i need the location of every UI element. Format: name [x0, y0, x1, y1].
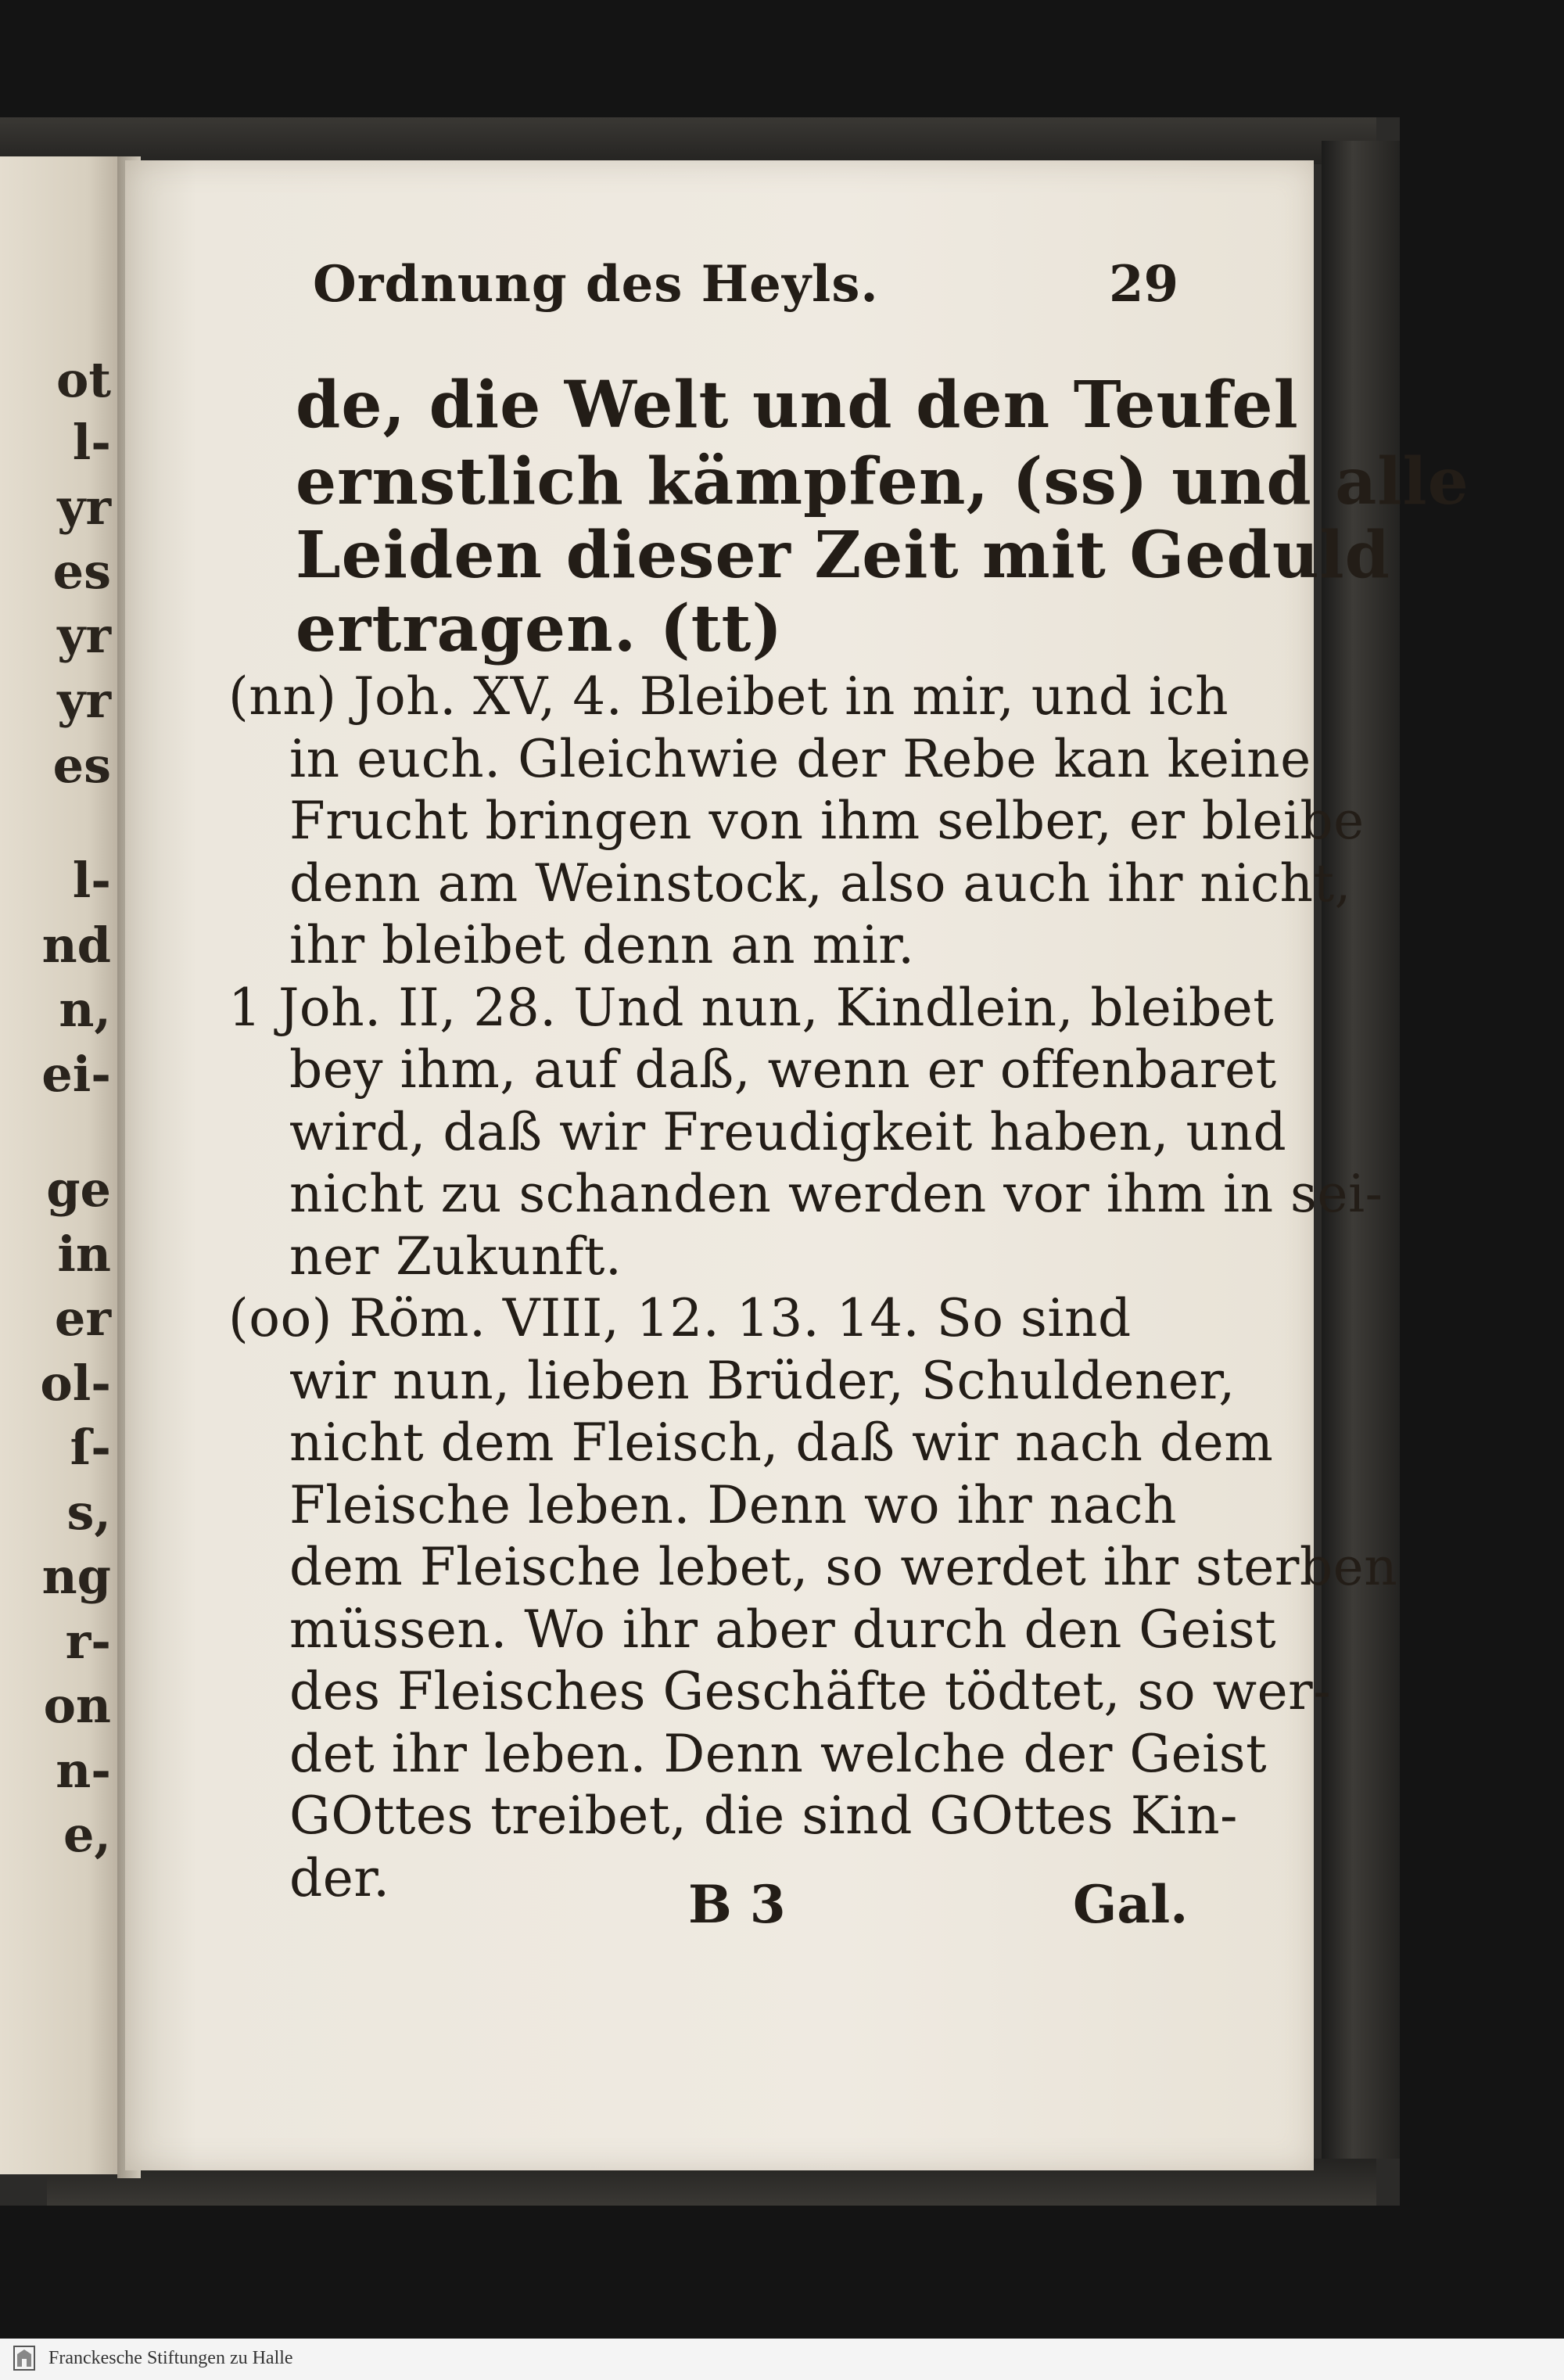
- footnote-line: bey ihm, auf daß, wenn er offenbaret: [289, 1039, 1277, 1100]
- footnote-line: dem Fleische lebet, so werdet ihr sterben: [289, 1537, 1398, 1597]
- facing-page-fragment: yr: [57, 479, 111, 536]
- footnote-line: GOttes treibet, die sind GOttes Kin-: [289, 1786, 1238, 1846]
- footnote-line: in euch. Gleichwie der Rebe kan keine: [289, 729, 1311, 789]
- facing-page-fragment: in: [57, 1226, 111, 1283]
- footnote-line: 1 Joh. II, 28. Und nun, Kindlein, bleibet: [228, 978, 1275, 1038]
- body-line: ernstlich kämpfen, (ss) und alle: [296, 444, 1469, 519]
- body-line: Leiden dieser Zeit mit Geduld: [296, 518, 1390, 593]
- facing-page-fragment: r-: [65, 1613, 111, 1670]
- footer-bar: [0, 2339, 1564, 2380]
- footnote-line: Fleische leben. Denn wo ihr nach: [289, 1475, 1178, 1535]
- footnote-line: (nn) Joh. XV, 4. Bleibet in mir, und ich: [228, 666, 1229, 727]
- facing-page-fragment: l-: [72, 414, 111, 471]
- facing-page-fragment: s,: [66, 1484, 111, 1541]
- cover-edge-right: [1322, 141, 1400, 2159]
- facing-page-fragment: nd: [41, 917, 111, 974]
- cover-edge-top: [0, 117, 1376, 164]
- facing-page-fragment: l-: [72, 852, 111, 909]
- footnote-line: denn am Weinstock, also auch ihr nicht,: [289, 853, 1351, 914]
- footnote-line: (oo) Röm. VIII, 12. 13. 14. So sind: [228, 1288, 1132, 1348]
- facing-page-fragment: n-: [56, 1742, 111, 1799]
- footnote-line: Frucht bringen von ihm selber, er bleibe: [289, 791, 1365, 851]
- institution-name: Franckesche Stiftungen zu Halle: [48, 2348, 293, 2368]
- footnote-line: wird, daß wir Freudigkeit haben, und: [289, 1102, 1287, 1162]
- footnote-line: det ihr leben. Denn welche der Geist: [289, 1724, 1268, 1784]
- signature-mark: B 3: [688, 1874, 786, 1935]
- facing-page-fragment: yr: [57, 672, 111, 729]
- facing-page-fragment: ge: [46, 1161, 111, 1218]
- footnote-line: müssen. Wo ihr aber durch den Geist: [289, 1599, 1277, 1660]
- facing-page-fragment: ot: [56, 351, 111, 408]
- facing-page-fragment: er: [54, 1290, 111, 1347]
- footnote-line: nicht dem Fleisch, daß wir nach dem: [289, 1413, 1274, 1473]
- facing-page-fragment: on: [43, 1677, 111, 1734]
- footnote-line: wir nun, lieben Brüder, Schuldener,: [289, 1351, 1236, 1411]
- facing-page: [0, 156, 117, 2174]
- footnote-line: der.: [289, 1848, 390, 1908]
- facing-page-fragment: ſ-: [70, 1419, 111, 1476]
- facing-page-fragment: ol-: [40, 1355, 111, 1412]
- footnote-line: nicht zu schanden werden vor ihm in sei-: [289, 1164, 1383, 1224]
- body-line: de, die Welt und den Teufel: [296, 368, 1299, 443]
- running-head: Ordnung des Heyls.: [313, 255, 879, 314]
- footnote-line: ner Zukunft.: [289, 1226, 622, 1287]
- facing-page-fragment: es: [52, 543, 111, 600]
- institution-logo-icon: [9, 2343, 39, 2375]
- footnote-line: ihr bleibet denn an mir.: [289, 915, 915, 975]
- body-line: ertragen. (tt): [296, 591, 784, 666]
- catchword: Gal.: [1073, 1874, 1189, 1935]
- footnote-line: des Fleisches Geschäfte tödtet, so wer-: [289, 1661, 1331, 1721]
- page-number: 29: [1109, 255, 1179, 314]
- facing-page-fragment: ng: [41, 1548, 111, 1605]
- facing-page-fragment: e,: [63, 1806, 111, 1863]
- facing-page-fragment: ei-: [41, 1046, 111, 1103]
- facing-page-fragment: n,: [59, 981, 111, 1038]
- facing-page-fragment: es: [52, 737, 111, 794]
- facing-page-fragment: yr: [57, 607, 111, 664]
